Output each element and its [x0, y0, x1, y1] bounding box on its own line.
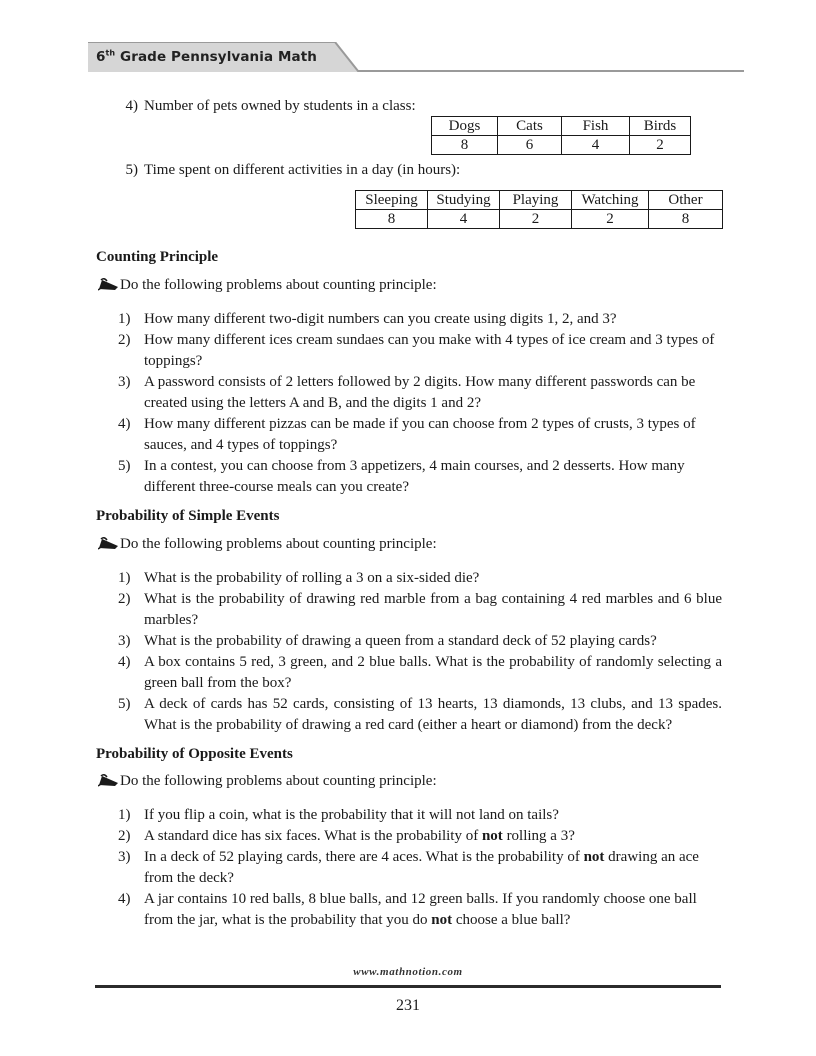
table-cell: Birds [630, 117, 691, 136]
pencil-icon [98, 773, 120, 787]
item-text: choose a blue ball? [452, 912, 571, 928]
table-cell: 4 [562, 136, 630, 155]
table-cell: 2 [630, 136, 691, 155]
table-cell: Watching [572, 191, 649, 210]
table-header-row [356, 191, 723, 210]
activities-table [355, 190, 723, 229]
emphasis-not: not [481, 828, 503, 844]
section-title-opposite: Probability of Opposite Events [96, 746, 293, 762]
instruction-simple [98, 536, 437, 553]
table-cell: 6 [498, 136, 562, 155]
item-number: 2) [118, 332, 131, 348]
item-number: 1) [118, 570, 131, 586]
table-header-row [432, 117, 691, 136]
pencil-icon [98, 277, 120, 291]
list-item [118, 456, 722, 498]
footer-url: www.mathnotion.com [353, 966, 463, 978]
item-text: What is the probability of rolling a 3 on a six-sided die? [144, 570, 480, 586]
table-cell: Other [649, 191, 723, 210]
list-item [118, 631, 722, 652]
table-cell: 4 [428, 210, 500, 229]
table-cell: 8 [356, 210, 428, 229]
instruction-text: Do the following problems about counting principle: [120, 536, 437, 552]
instruction-text: Do the following problems about counting principle: [120, 277, 437, 293]
table-cell: Playing [500, 191, 572, 210]
item-number: 2) [118, 828, 131, 844]
item-text: drawing an ace from the deck? [144, 849, 699, 886]
header-tab-shape [88, 42, 368, 74]
list-item [118, 330, 722, 372]
item-number: 1) [118, 311, 131, 327]
item-number: 5) [118, 696, 131, 712]
list-item [118, 805, 722, 826]
table-cell: Fish [562, 117, 630, 136]
item-number: 3) [118, 374, 131, 390]
item-number: 4) [118, 654, 131, 670]
emphasis-not: not [431, 912, 453, 928]
item-text: What is the probability of drawing red marble from a bag containing 4 red marbles and 6 blue marbles? [144, 591, 722, 628]
header-rule [358, 70, 744, 72]
section-title-simple: Probability of Simple Events [96, 508, 280, 524]
counting-list [118, 309, 722, 498]
item-text: rolling a 3? [502, 828, 575, 844]
header-title: 6th Grade Pennsylvania Math [96, 48, 318, 65]
table-row [432, 136, 691, 155]
pencil-icon [98, 536, 120, 550]
list-item [118, 889, 722, 931]
instruction-text: Do the following problems about counting principle: [120, 773, 437, 789]
table-cell: Sleeping [356, 191, 428, 210]
item-number: 3) [118, 633, 131, 649]
instruction-counting [98, 277, 437, 294]
item-number: 1) [118, 807, 131, 823]
item-text: A jar contains 10 red balls, 8 blue balls, and 12 green balls. If you randomly choose one ball from the jar, what is the probability that you do [144, 891, 697, 928]
item-text: How many different pizzas can be made if you can choose from 2 types of crusts, 3 types of sauces, and 4 types of toppings? [144, 416, 696, 453]
item-number: 2) [118, 591, 131, 607]
list-item [118, 652, 722, 694]
footer-rule [95, 985, 721, 988]
item-text: A standard dice has six faces. What is the probability of [144, 828, 482, 844]
list-item [118, 589, 722, 631]
list-item [118, 826, 722, 847]
item-number: 3) [118, 849, 131, 865]
item-number: 5) [118, 458, 131, 474]
list-item [118, 694, 722, 736]
page-number: 231 [396, 997, 420, 1014]
item-text: In a contest, you can choose from 3 appetizers, 4 main courses, and 2 desserts. How many different three-course meals can you create? [144, 458, 685, 495]
opposite-list [118, 805, 722, 931]
table-cell: Cats [498, 117, 562, 136]
table-cell: Dogs [432, 117, 498, 136]
table-cell: 8 [649, 210, 723, 229]
section-title-counting: Counting Principle [96, 249, 219, 265]
item-text: A deck of cards has 52 cards, consisting of 13 hearts, 13 diamonds, 13 clubs, and 13 spades. What is the probability of drawing a red card (either a heart or diamond) from the deck? [144, 696, 722, 733]
question-number: 5) [125, 162, 138, 178]
table-cell: 8 [432, 136, 498, 155]
list-item [118, 847, 722, 889]
item-number: 4) [118, 416, 131, 432]
question-number: 4) [125, 98, 138, 114]
page-header [88, 42, 744, 74]
table-cell: Studying [428, 191, 500, 210]
item-text: If you flip a coin, what is the probability that it will not land on tails? [144, 807, 559, 823]
question-text: Time spent on different activities in a day (in hours): [144, 162, 461, 178]
item-text: In a deck of 52 playing cards, there are 4 aces. What is the probability of [144, 849, 584, 865]
simple-list [118, 568, 722, 736]
question-text: Number of pets owned by students in a class: [144, 98, 416, 114]
pets-table [431, 116, 691, 155]
item-text: A box contains 5 red, 3 green, and 2 blue balls. What is the probability of randomly selecting a green ball from the box? [144, 654, 722, 691]
item-text: A password consists of 2 letters followed by 2 digits. How many different passwords can be created using the letters A and B, and the digits 1 and 2? [144, 374, 696, 411]
emphasis-not: not [583, 849, 605, 865]
item-text: What is the probability of drawing a queen from a standard deck of 52 playing cards? [144, 633, 657, 649]
table-row [356, 210, 723, 229]
list-item [118, 372, 722, 414]
table-cell: 2 [572, 210, 649, 229]
list-item [118, 309, 722, 330]
item-text: How many different two-digit numbers can you create using digits 1, 2, and 3? [144, 311, 617, 327]
list-item [118, 568, 722, 589]
table-cell: 2 [500, 210, 572, 229]
list-item [118, 414, 722, 456]
item-number: 4) [118, 891, 131, 907]
item-text: How many different ices cream sundaes can you make with 4 types of ice cream and 3 types of toppings? [144, 332, 715, 369]
instruction-opposite [98, 773, 437, 790]
